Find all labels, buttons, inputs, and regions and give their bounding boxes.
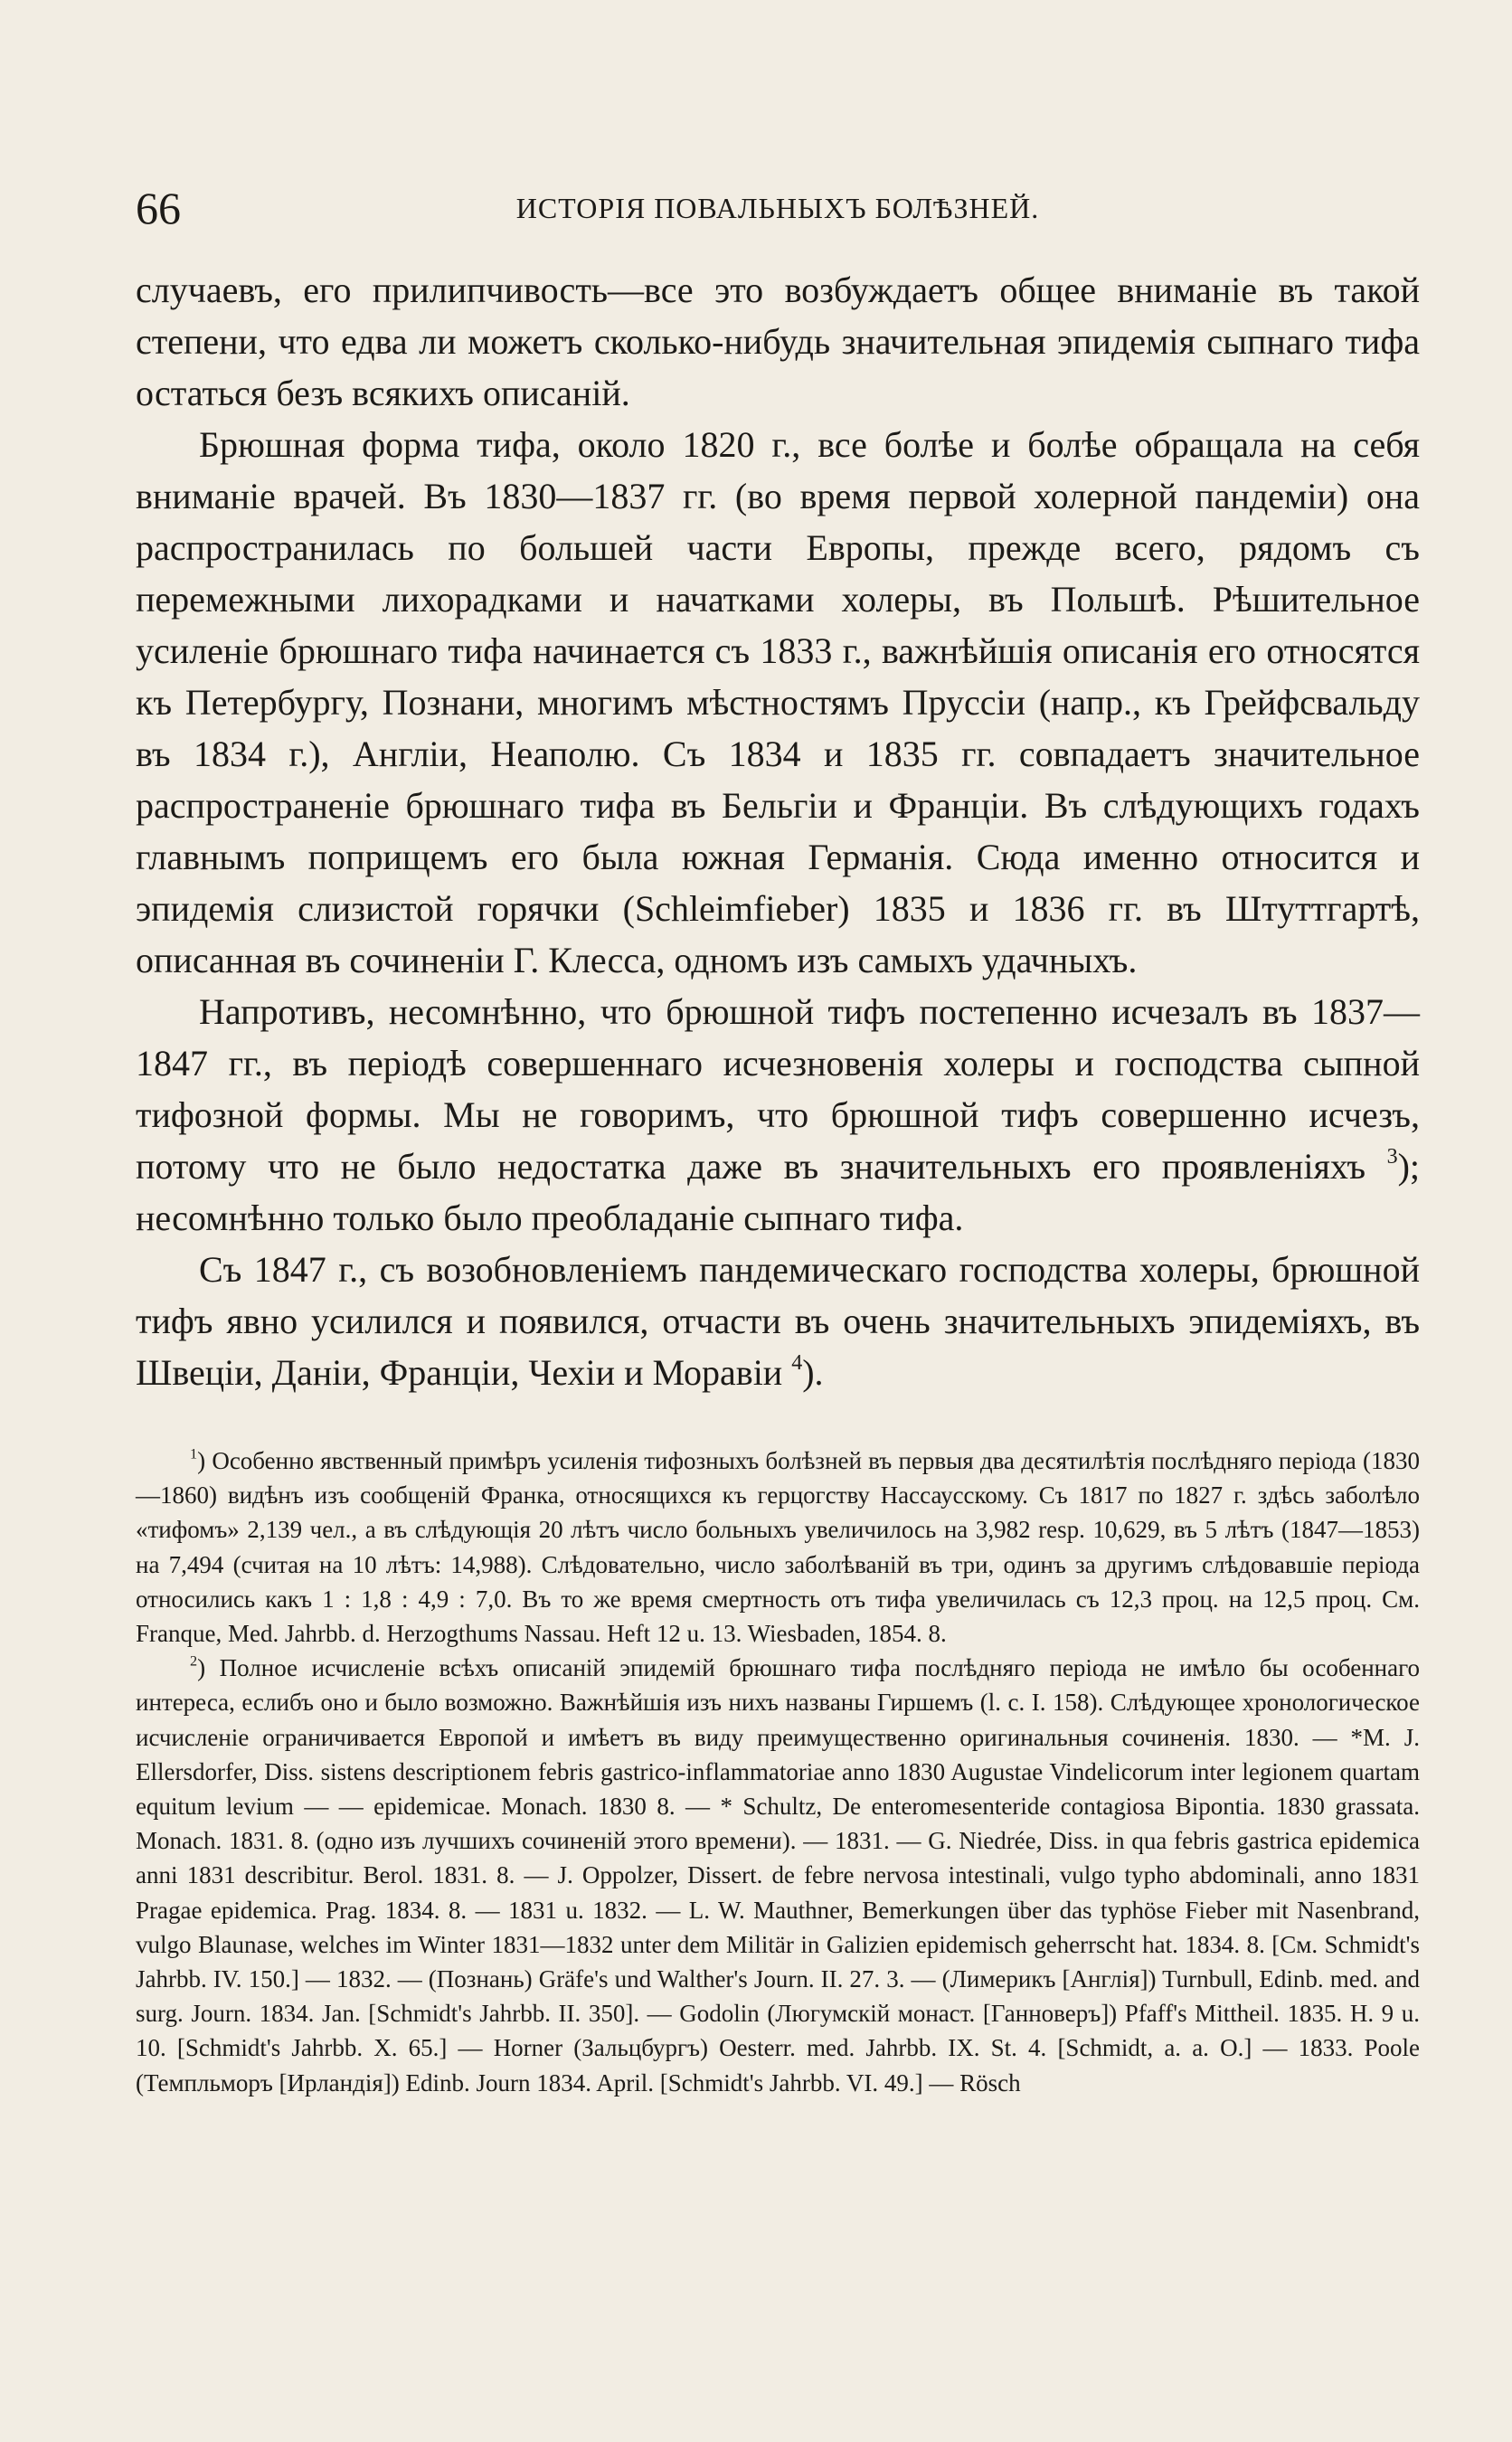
paragraph-text: ). — [802, 1352, 824, 1393]
footnotes — [136, 1443, 1420, 2100]
footnote-1 — [136, 1443, 1420, 1651]
paragraph-abdominal-typhus: Брюшная форма тифа, около 1820 г., все болѣе и болѣе обращала на себя вниманіе врачей. Въ 1830—1837 гг. (во время первой холерной пандеміи) она распространилась по большей части Европы, прежде всего, рядомъ съ перемежными лихорадками и начатками холеры, въ Польшѣ. Рѣшительное усиленіе брюшнаго тифа начинается съ 1833 г., важнѣйшія описанія его относятся къ Петербургу, Познани, многимъ мѣстностямъ Пруссіи (напр., къ Грейфсвальду въ 1834 г.), Англіи, Неаполю. Съ 1834 и 1835 гг. совпадаетъ значительное распространеніе брюшнаго тифа въ Бельгіи и Франціи. Въ слѣдующихъ годахъ главнымъ поприщемъ его была южная Германія. Сюда именно относится и эпидемія слизистой горячки (Schleimfieber) 1835 и 1836 гг. въ Штуттгартѣ, описанная въ сочиненіи Г. Клесса, одномъ изъ самыхъ удачныхъ. — [136, 424, 1420, 980]
paragraph-continued: случаевъ, его прилипчивость—все это возбуждаетъ общее вниманіе въ такой степени, что едва ли можетъ сколько-нибудь значительная эпидемія сыпнаго тифа остаться безъ всякихъ описаній. — [136, 270, 1420, 413]
footnote-text: ) Особенно явственный примѣръ усиленія тифозныхъ болѣзней въ первыя два десятилѣтія послѣдняго періода (1830—1860) видѣнъ изъ сообщеній Франка, относящихся къ герцогству Нассаусскому. Съ 1817 по 1827 г. здѣсь заболѣло «тифомъ» 2,139 чел., а въ слѣдующія 20 лѣтъ число больныхъ увеличилось на 3,982 resp. 10,629, въ 5 лѣтъ (1847—1853) на 7,494 (считая на 10 лѣтъ: 14,988). Слѣдовательно, число заболѣваній въ три, одинъ за другимъ слѣдовавшіе періода относились какъ 1 : 1,8 : 4,9 : 7,0. Въ то же время смертность отъ тифа увеличилась съ 12,3 проц. на 12,5 проц. См. Franque, Med. Jahrbb. d. Herzogthums Nassau. Heft 12 u. 13. Wiesbaden, 1854. 8. — [136, 1447, 1420, 1648]
footnote-mark: 2 — [190, 1652, 198, 1670]
page-number: 66 — [136, 183, 181, 233]
footnote-ref: 4 — [791, 1351, 803, 1376]
running-title: ИСТОРІЯ ПОВАЛЬНЫХЪ БОЛѢЗНЕЙ. — [515, 192, 1040, 224]
paragraph-text: Съ 1847 г., съ возобновленіемъ пандемическаго господства холеры, брюшной тифъ явно усилился и появился, отчасти въ очень значительныхъ эпидеміяхъ, въ Швеціи, Даніи, Франціи, Чехіи и Моравіи — [136, 1249, 1420, 1393]
page-header — [136, 176, 1420, 240]
paragraph-text: ); несомнѣнно только было преобладаніе сыпнаго тифа. — [136, 1146, 1420, 1238]
footnote-text: ) Полное исчисленіе всѣхъ описаній эпидемій брюшнаго тифа послѣдняго періода не имѣло бы особеннаго интереса, еслибъ оно и было возможно. Важнѣйшія изъ нихъ названы Гиршемъ (l. c. I. 158). Слѣдующее хронологическое исчисленіе ограничивается Европой и имѣетъ въ виду преимущественно оригинальныя сочиненія. 1830. — *M. J. Ellersdorfer, Diss. sistens descriptionem febris gastrico-inflammatoriae anno 1830 Augustae Vindelicorum inter legionem quartam equitum levium — — epidemicae. Monach. 1830 8. — * Schultz, De enteromesenteride contagiosa Bipontia. 1830 grassata. Monach. 1831. 8. (одно изъ лучшихъ сочиненій этого времени). — 1831. — G. Niedrée, Diss. in qua febris gastrica epidemica anni 1831 describitur. Berol. 1831. 8. — J. Oppolzer, Dissert. de febre nervosa intestinali, vulgo typho abdominali, anno 1831 Pragae epidemica. Prag. 1834. 8. — 1831 u. 1832. — L. W. Mauthner, Bemerkungen über das typhöse Fieber mit Nasenbrand, vulgo Blaunase, welches im Winter 1831—1832 unter dem Militär in Galizien epidemisch geherrscht hat. 1834. 8. [См. Schmidt's Jahrbb. IV. 150.] — 1832. — (Познань) Gräfe's und Walther's Journ. II. 27. 3. — (Лимерикъ [Англія]) Turnbull, Edinb. med. and surg. Journ. 1834. Jan. [Schmidt's Jahrbb. II. 350]. — Godolin (Люгумскій монаст. [Ганноверъ]) Pfaff's Mittheil. 1835. H. 9 u. 10. [Schmidt's Jahrbb. X. 65.] — Horner (Зальцбургъ) Oesterr. med. Jahrbb. IX. St. 4. [Schmidt, a. a. O.] — 1833. Poole (Темпльморъ [Ирландія]) Edinb. Journ 1834. April. [Schmidt's Jahrbb. VI. 49.] — Rösch — [136, 1654, 1420, 2097]
paragraph-text: Напротивъ, несомнѣнно, что брюшной тифъ постепенно исчезалъ въ 1837—1847 гг., въ періодѣ совершеннаго исчезновенія холеры и господства сыпной тифозной формы. Мы не говоримъ, что брюшной тифъ совершенно исчезъ, потому что не было недостатка даже въ значительныхъ его проявленіяхъ — [136, 991, 1420, 1187]
footnote-mark: 1 — [190, 1445, 198, 1462]
main-text — [136, 264, 1420, 1398]
paragraph-disappearance — [136, 986, 1420, 1244]
paragraph-1847 — [136, 1244, 1420, 1398]
footnote-ref: 3 — [1386, 1145, 1398, 1169]
footnote-2 — [136, 1651, 1420, 2100]
